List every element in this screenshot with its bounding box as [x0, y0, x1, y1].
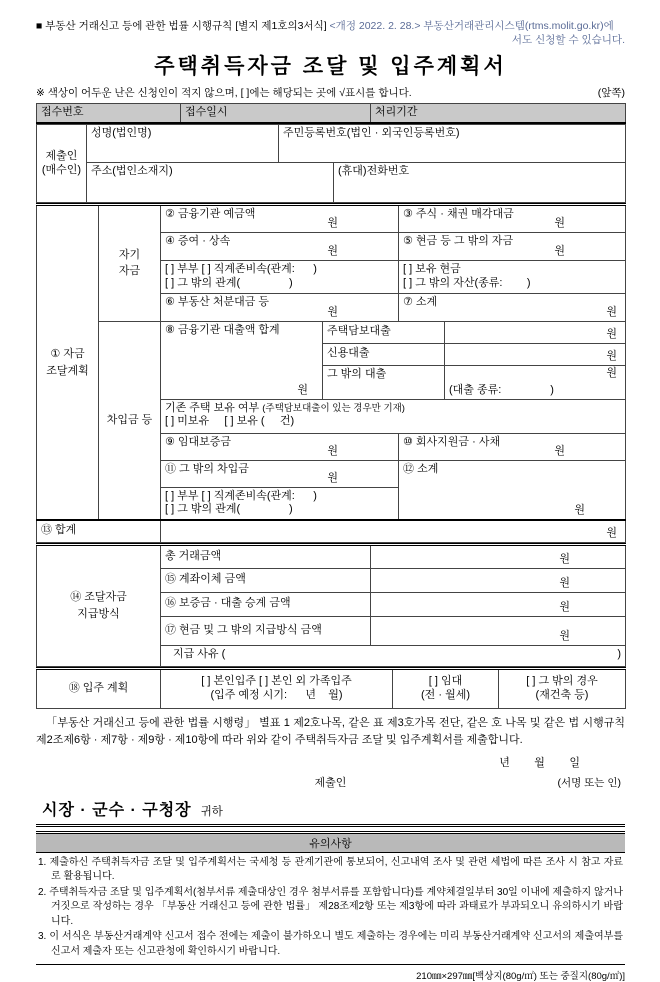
bank-loan-total-field[interactable]: [161, 321, 323, 399]
checkbox-held-cash[interactable]: [ ] 보유 현금: [403, 263, 461, 276]
self-funds-line1: 자기: [118, 248, 141, 261]
receipt-datetime-cell: [181, 104, 371, 123]
existing-house-cell[interactable]: [161, 399, 626, 433]
submitter-signature-label: 제출인: [314, 776, 347, 789]
total-label-cell: [37, 520, 161, 542]
submitter-table: [36, 124, 626, 203]
mortgage-label: 주택담보대출: [327, 325, 391, 338]
notice-item: 1. 제출하신 주택취득자금 조달 및 입주계획서는 국세청 등 관계기관에 통보되어, 신고내역 조사 및 관련 세법에 따른 조사 시 참고 자료로 활용됩니다.: [38, 856, 623, 883]
other-loan-label: 그 밖의 대출: [327, 367, 387, 380]
funding-section-line1: ① 자금: [50, 348, 85, 361]
won-unit: 원: [554, 245, 566, 258]
bank-loan-total-label: ⑧ 금융기관 대출액 합계: [165, 323, 280, 336]
paper-spec: 210㎜×297㎜[백상지(80g/㎡) 또는 중질지(80g/㎡)]: [416, 971, 625, 982]
won-unit: 원: [574, 504, 586, 517]
company-support-label: ⑩ 회사지원금 · 사채: [403, 435, 501, 448]
receipt-datetime-label: 접수일시: [185, 106, 228, 119]
property-sale-amount-field[interactable]: [161, 293, 399, 321]
other-loan-amount-field[interactable]: [445, 365, 626, 399]
address-field[interactable]: [87, 163, 334, 203]
won-unit: 원: [327, 471, 339, 484]
submitter-label: 제출인: [45, 149, 78, 162]
notice-item: 3. 이 서식은 부동산거래계약 신고서 접수 전에는 제출이 불가하오니 별도 제출하는 경우에는 미리 부동산거래계약 신고서의 제출여부를 신고서 제출자 또는 신고관청에 확인하시기 바랍니다.: [38, 931, 623, 957]
gift-relation-checkboxes[interactable]: [161, 261, 399, 294]
processing-period-label: 처리기간: [375, 106, 418, 119]
checkbox-spouse-lineal[interactable]: [ ] 부부 [ ] 직계존비속(관계: ): [165, 263, 317, 276]
credit-loan-amount-field[interactable]: [445, 343, 626, 365]
payment-method-table: [36, 543, 626, 667]
payment-reason-field[interactable]: [161, 645, 626, 666]
recipient-title: 시장 · 군수 · 구청장: [42, 801, 192, 819]
declaration-text: 「부동산 거래신고 등에 관한 법률 시행령」 별표 1 제2호나목, 같은 표 제3호가목 전단, 같은 호 나목 및 같은 법 시행규칙 제2조제6항 · 제7항 · 제9항 · 제10항에 따라 위와 같이 주택취득자금 조달 및 입주계획서를 제출합니다.: [36, 716, 625, 746]
won-unit: 원: [559, 552, 570, 565]
id-number-label: 주민등록번호(법인 · 외국인등록번호): [283, 127, 460, 140]
recipient-line: [36, 792, 625, 827]
checkbox-other-case[interactable]: [ ] 그 밖의 경우: [526, 674, 598, 687]
name-field[interactable]: [87, 125, 279, 163]
transfer-label-cell: [161, 568, 371, 592]
won-unit: 원: [559, 576, 570, 589]
occupancy-other-option[interactable]: [499, 668, 626, 708]
payment-reason-close: ): [617, 647, 621, 660]
notice-item: 2. 주택취득자금 조달 및 입주계획서(첨부서류 제출대상인 경우 첨부서류를 포함합니다)를 계약체결일부터 30일 이내에 제출하지 않거나 거짓으로 작성하는 경우 「부동산 거래신고 등에 관한 법률」 제28조제2항 또는 제3항에 따라 과태료가 부과되오니 유의하시기 바랍니다.: [38, 886, 623, 927]
occupancy-title: ⑱ 입주 계획: [68, 682, 129, 695]
mortgage-amount-field[interactable]: [445, 321, 626, 343]
online-notice-text: 부동산거래관리시스템(rtms.molit.go.kr)에: [423, 20, 614, 32]
phone-label: (휴대)전화번호: [338, 165, 410, 178]
other-borrowing-field[interactable]: [161, 460, 399, 487]
existing-house-note: (주택담보대출이 있는 경우만 기재): [262, 402, 405, 414]
processing-period-cell: [371, 104, 626, 123]
funding-section-line2: 조달계획: [46, 364, 89, 377]
occupancy-rent-option[interactable]: [393, 668, 499, 708]
notice-section: [36, 831, 625, 966]
credit-loan-label-cell: [323, 343, 445, 365]
deposit-amount-field[interactable]: [161, 205, 399, 233]
won-unit: 원: [327, 305, 339, 318]
occupancy-self-option[interactable]: [161, 668, 393, 708]
receipt-number-label: 접수번호: [41, 106, 84, 119]
won-unit: 원: [606, 349, 618, 362]
rental-deposit-field[interactable]: [161, 433, 399, 460]
deposit-label: ② 금융기관 예금액: [165, 208, 256, 221]
mortgage-label-cell: [323, 321, 445, 343]
checkbox-rent[interactable]: [ ] 임대: [428, 674, 463, 687]
page-title: 주택취득자금 조달 및 입주계획서: [154, 55, 507, 79]
address-label: 주소(법인소재지): [91, 165, 173, 178]
payment-reason-label: 지급 사유 (: [173, 647, 226, 660]
transfer-label: ⑮ 계좌이체 금액: [165, 573, 246, 586]
won-unit: 원: [327, 245, 339, 258]
loan-type-field[interactable]: [449, 384, 619, 398]
stock-bond-label: ③ 주식 · 채권 매각대금: [403, 208, 514, 221]
credit-loan-label: 신용대출: [327, 347, 370, 360]
self-subtotal-label: ⑦ 소계: [403, 295, 438, 308]
property-sale-label: ⑥ 부동산 처분대금 등: [165, 295, 270, 308]
self-funds-line2: 자금: [118, 265, 141, 278]
checkbox-self-occupy[interactable]: [ ] 본인입주 [ ] 본인 외 가족입주: [201, 674, 352, 687]
won-unit: 원: [327, 217, 339, 230]
recipient-suffix: 귀하: [200, 805, 223, 818]
checkbox-spouse-lineal[interactable]: [ ] 부부 [ ] 직계존비속(관계: ): [165, 489, 317, 502]
loan-type-label: (대출 종류: ): [449, 383, 554, 396]
loans-subtotal-field[interactable]: [399, 460, 626, 520]
notice-title-bar: 유의사항: [36, 834, 625, 853]
phone-field[interactable]: [334, 163, 626, 203]
transfer-amount-field[interactable]: [371, 568, 626, 592]
funding-section-label: [37, 205, 99, 521]
existing-house-checkboxes[interactable]: [ ] 미보유 [ ] 보유 ( 건): [165, 415, 295, 428]
revision-text: <개정 2022. 2. 28.>: [329, 20, 421, 32]
regulation-notice: [36, 20, 625, 47]
deposit-succession-label-cell: [161, 592, 371, 616]
gift-inheritance-amount-field[interactable]: [161, 233, 399, 261]
won-unit: 원: [297, 383, 308, 396]
company-support-field[interactable]: [399, 433, 626, 460]
rental-deposit-label: ⑨ 임대보증금: [165, 435, 232, 448]
fill-instruction: ※ 색상이 어두운 난은 신청인이 적지 않으며, [ ]에는 해당되는 곳에 √표시를 합니다.: [36, 87, 412, 100]
id-number-field[interactable]: [279, 125, 626, 163]
date-line: 년 월 일: [499, 756, 580, 769]
page-side-label: (앞쪽): [597, 87, 625, 100]
total-amount-field[interactable]: [161, 520, 626, 542]
loans-title: 차입금 등: [106, 414, 153, 427]
loans-label: [99, 321, 161, 520]
occupancy-plan-table: [36, 667, 626, 709]
submitter-label-cell: [37, 125, 87, 203]
online-notice-text-2: 서도 신청할 수 있습니다.: [511, 33, 625, 46]
won-unit: 원: [559, 600, 570, 613]
deposit-succession-amount-field[interactable]: [371, 592, 626, 616]
loans-subtotal-label: ⑫ 소계: [403, 462, 439, 475]
total-transaction-label: 총 거래금액: [165, 549, 222, 562]
stock-bond-amount-field[interactable]: [399, 205, 626, 233]
cash-payment-amount-field[interactable]: [371, 616, 626, 645]
existing-house-label: 기존 주택 보유 여부: [165, 401, 263, 414]
won-unit: 원: [327, 444, 339, 457]
won-unit: 원: [606, 327, 618, 340]
funding-plan-table: [36, 203, 626, 543]
borrowing-relation-checkboxes[interactable]: [161, 487, 399, 520]
won-unit: 원: [606, 366, 618, 379]
won-unit: 원: [554, 217, 566, 230]
won-unit: 원: [606, 526, 618, 539]
gift-inheritance-label: ④ 증여 · 상속: [165, 235, 231, 248]
other-loan-label-cell: [323, 365, 445, 399]
checkbox-other-asset[interactable]: [ ] 그 밖의 자산(종류: ): [403, 276, 531, 289]
checkbox-other-relation[interactable]: [ ] 그 밖의 관계( ): [165, 503, 293, 516]
regulation-text: ■ 부동산 거래신고 등에 관한 법률 시행규칙 [별지 제1호의3서식]: [36, 20, 327, 32]
cash-payment-label: ⑰ 현금 및 그 밖의 지급방식 금액: [165, 623, 322, 636]
total-transaction-amount-field[interactable]: [371, 544, 626, 568]
payment-section-line2: 지급방식: [77, 607, 120, 620]
sign-or-seal-label: (서명 또는 인): [557, 776, 621, 789]
payment-section-label: [37, 544, 161, 666]
cash-payment-label-cell: [161, 616, 371, 645]
checkbox-other-relation[interactable]: [ ] 그 밖의 관계( ): [165, 276, 293, 289]
cash-other-amount-field[interactable]: [399, 233, 626, 261]
won-unit: 원: [559, 629, 570, 642]
self-funds-label: [99, 205, 161, 322]
rent-type-label: (전 · 월세): [421, 688, 470, 701]
won-unit: 원: [606, 305, 618, 318]
other-borrowing-label: ⑪ 그 밖의 차입금: [165, 462, 249, 475]
deposit-succession-label: ⑯ 보증금 · 대출 승계 금액: [165, 597, 291, 610]
payment-section-line1: ⑭ 조달자금: [70, 591, 127, 604]
receipt-number-cell: [37, 104, 181, 123]
cash-asset-checkboxes[interactable]: [399, 261, 626, 294]
cash-other-label: ⑤ 현금 등 그 밖의 자금: [403, 235, 514, 248]
name-label: 성명(법인명): [91, 127, 152, 140]
receipt-header-table: [36, 103, 626, 124]
other-case-label: (재건축 등): [535, 688, 589, 701]
total-transaction-label-cell: [161, 544, 371, 568]
won-unit: 원: [554, 444, 566, 457]
occupancy-section-label: [37, 668, 161, 708]
total-label: ⑬ 합계: [41, 524, 77, 537]
occupancy-schedule-field[interactable]: (입주 예정 시기: 년 월): [210, 688, 343, 701]
self-subtotal-field[interactable]: [399, 293, 626, 321]
buyer-sublabel: (매수인): [41, 163, 82, 176]
